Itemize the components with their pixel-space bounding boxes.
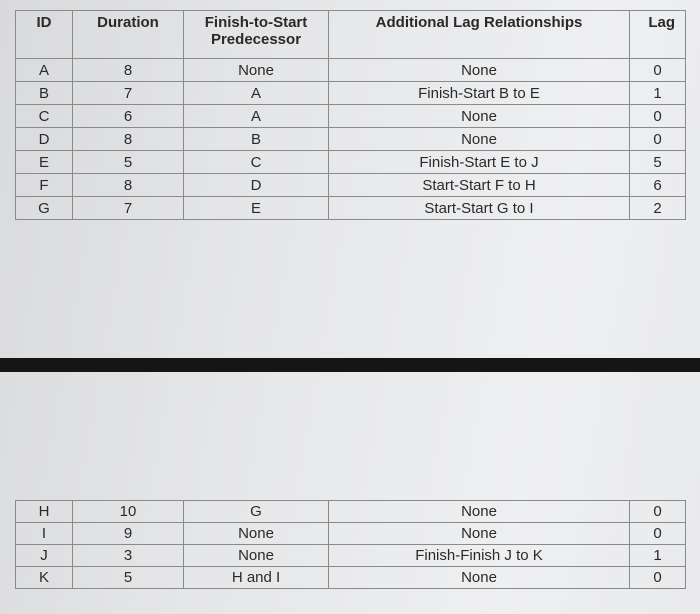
cell-id: A (16, 59, 73, 82)
table-row (16, 501, 686, 523)
header-duration: Duration (73, 11, 184, 59)
cell-id: C (16, 105, 73, 128)
activity-table-top (15, 10, 686, 220)
cell-predecessor: B (184, 128, 329, 151)
cell-duration: 10 (73, 501, 184, 523)
cell-predecessor: None (184, 523, 329, 545)
cell-predecessor: A (184, 105, 329, 128)
cell-predecessor: None (184, 59, 329, 82)
cell-lag: 1 (630, 82, 686, 105)
cell-lag: 0 (630, 567, 686, 589)
cell-id: I (16, 523, 73, 545)
cell-additional: None (329, 567, 630, 589)
cell-duration: 8 (73, 59, 184, 82)
cell-lag: 0 (630, 501, 686, 523)
cell-duration: 8 (73, 128, 184, 151)
table-header-row (16, 11, 686, 59)
table-row (16, 545, 686, 567)
table-row (16, 128, 686, 151)
table-row (16, 523, 686, 545)
cell-id: J (16, 545, 73, 567)
cell-additional: Finish-Start B to E (329, 82, 630, 105)
table-row (16, 82, 686, 105)
cell-lag: 0 (630, 128, 686, 151)
cell-predecessor: A (184, 82, 329, 105)
cell-id: B (16, 82, 73, 105)
cell-id: E (16, 151, 73, 174)
table-row (16, 151, 686, 174)
cell-duration: 3 (73, 545, 184, 567)
cell-id: K (16, 567, 73, 589)
cell-additional: None (329, 128, 630, 151)
cell-additional: Finish-Finish J to K (329, 545, 630, 567)
cell-additional: Start-Start F to H (329, 174, 630, 197)
cell-additional: Start-Start G to I (329, 197, 630, 220)
black-divider-bar (0, 358, 700, 372)
cell-lag: 2 (630, 197, 686, 220)
cell-id: F (16, 174, 73, 197)
cell-lag: 1 (630, 545, 686, 567)
header-lag: Lag (630, 11, 686, 59)
cell-predecessor: G (184, 501, 329, 523)
cell-lag: 5 (630, 151, 686, 174)
cell-duration: 5 (73, 151, 184, 174)
cell-duration: 7 (73, 197, 184, 220)
cell-id: D (16, 128, 73, 151)
cell-lag: 0 (630, 105, 686, 128)
header-predecessor-line2: Predecessor (210, 31, 302, 48)
cell-predecessor: None (184, 545, 329, 567)
cell-additional: None (329, 105, 630, 128)
cell-id: H (16, 501, 73, 523)
cell-additional: None (329, 59, 630, 82)
table-row (16, 105, 686, 128)
cell-duration: 5 (73, 567, 184, 589)
cell-predecessor: E (184, 197, 329, 220)
cell-additional: None (329, 501, 630, 523)
table-row (16, 59, 686, 82)
table-row (16, 174, 686, 197)
cell-predecessor: H and I (184, 567, 329, 589)
cell-duration: 9 (73, 523, 184, 545)
header-predecessor-line1: Finish-to-Start (204, 14, 308, 31)
cell-duration: 8 (73, 174, 184, 197)
cell-additional: Finish-Start E to J (329, 151, 630, 174)
cell-lag: 0 (630, 523, 686, 545)
header-predecessor (184, 11, 329, 59)
cell-predecessor: D (184, 174, 329, 197)
cell-id: G (16, 197, 73, 220)
cell-lag: 6 (630, 174, 686, 197)
header-additional-lag: Additional Lag Relationships (329, 11, 630, 59)
table-row (16, 197, 686, 220)
table-row (16, 567, 686, 589)
activity-table-bottom (15, 500, 686, 589)
cell-additional: None (329, 523, 630, 545)
cell-duration: 7 (73, 82, 184, 105)
cell-duration: 6 (73, 105, 184, 128)
header-id: ID (16, 11, 73, 59)
cell-lag: 0 (630, 59, 686, 82)
cell-predecessor: C (184, 151, 329, 174)
